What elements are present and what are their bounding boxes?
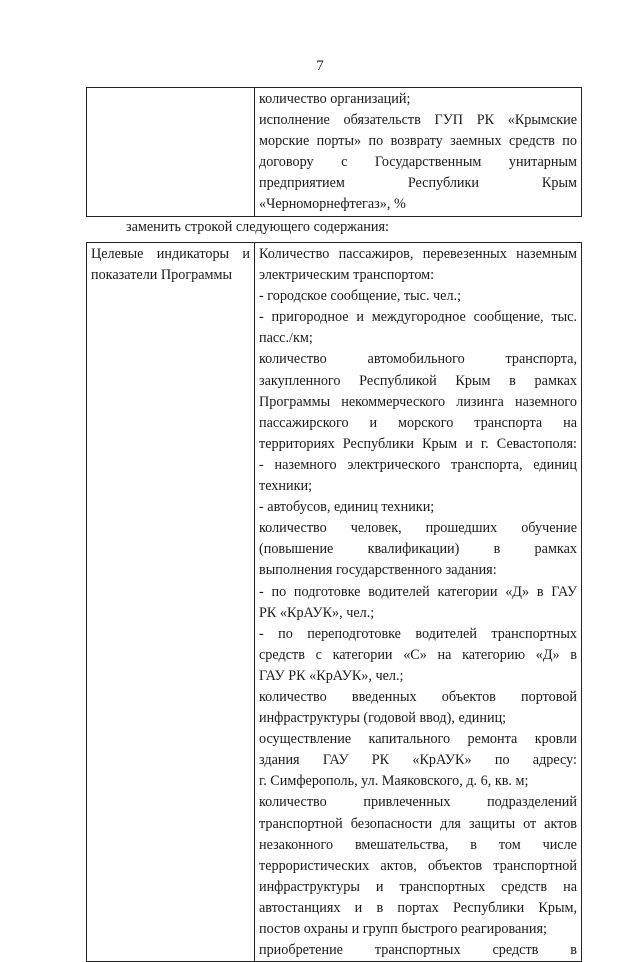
text-line: «Черноморнефтегаз», %	[259, 196, 406, 213]
text-line: постов охраны и групп быстрого реагирования;	[259, 921, 547, 937]
text-line: договору с Государственным унитарным	[259, 154, 577, 171]
text-line: здания ГАУ РК «КрАУК» по адресу:	[259, 752, 577, 769]
value-text	[259, 244, 577, 961]
text-line: - пригородное и междугородное сообщение, тыс.	[259, 309, 577, 326]
text-line: выполнения государственного задания:	[259, 562, 497, 579]
label-text	[91, 244, 250, 286]
text-line: количество человек, прошедших обучение	[259, 520, 577, 537]
new-row-table	[86, 242, 582, 962]
text-line: приобретение транспортных средств в	[259, 942, 577, 959]
text-line: ГАУ РК «КрАУК», чел.;	[259, 667, 404, 684]
value-text	[259, 89, 577, 216]
text-line: инфраструктуры (годовой ввод), единиц;	[259, 710, 507, 727]
text-line: техники;	[259, 478, 313, 495]
value-cell	[255, 88, 582, 217]
text-line: исполнение обязательств ГУП РК «Крымские	[259, 112, 577, 129]
text-line: г. Симферополь, ул. Маяковского, д. 6, кв. м;	[259, 773, 529, 790]
text-line: - по переподготовке водителей транспортных	[259, 625, 577, 642]
text-line: инфраструктуры и транспортных средств на	[259, 878, 577, 895]
label-cell	[87, 243, 255, 962]
text-line: Количество пассажиров, перевезенных наземным	[259, 246, 577, 262]
page-number: 7	[316, 58, 324, 74]
text-line: РК «КрАУК», чел.;	[259, 604, 375, 621]
text-line: закупленного Республикой Крым в рамках	[259, 372, 577, 389]
text-line: террористических актов, объектов транспортной	[259, 857, 577, 874]
value-cell	[255, 243, 582, 962]
text-line: автостанциях и в портах Республики Крым,	[259, 899, 577, 916]
text-line: транспортной безопасности для защиты от актов	[259, 815, 577, 832]
previous-row-table	[86, 87, 582, 217]
label-line: показатели Программы	[91, 267, 233, 284]
text-line: пассажирского и морского транспорта на	[259, 414, 577, 431]
text-line: количество введенных объектов портовой	[259, 688, 577, 705]
text-line: - городское сообщение, тыс. чел.;	[259, 288, 462, 305]
text-line: количество привлеченных подразделений	[259, 794, 577, 811]
text-line: Программы некоммерческого лизинга наземного	[259, 393, 577, 410]
replace-instruction: заменить строкой следующего содержания:	[126, 219, 389, 235]
text-line: средств с категории «С» на категорию «Д» в	[259, 646, 577, 663]
text-line: - автобусов, единиц техники;	[259, 499, 435, 516]
text-line: (повышение квалификации) в рамках	[259, 541, 577, 558]
table-row	[87, 243, 582, 962]
text-line: территориях Республики Крым и г. Севастополя:	[259, 435, 577, 452]
text-line: осуществление капитального ремонта кровли	[259, 731, 577, 748]
text-line: электрическим транспортом:	[259, 267, 435, 284]
text-line: количество организаций;	[259, 91, 411, 107]
label-cell	[87, 88, 255, 217]
text-line: морские порты» по возврату заемных средств по	[259, 133, 577, 150]
text-line: предприятием Республики Крым	[259, 175, 577, 192]
text-line: - наземного электрического транспорта, единиц	[259, 456, 577, 473]
text-line: пасс./км;	[259, 330, 313, 347]
table-row	[87, 88, 582, 217]
label-line: Целевые индикаторы и	[91, 246, 250, 262]
text-line: незаконного вмешательства, в том числе	[259, 836, 577, 853]
text-line: количество автомобильного транспорта,	[259, 351, 577, 368]
text-line: - по подготовке водителей категории «Д» в ГАУ	[259, 583, 577, 600]
